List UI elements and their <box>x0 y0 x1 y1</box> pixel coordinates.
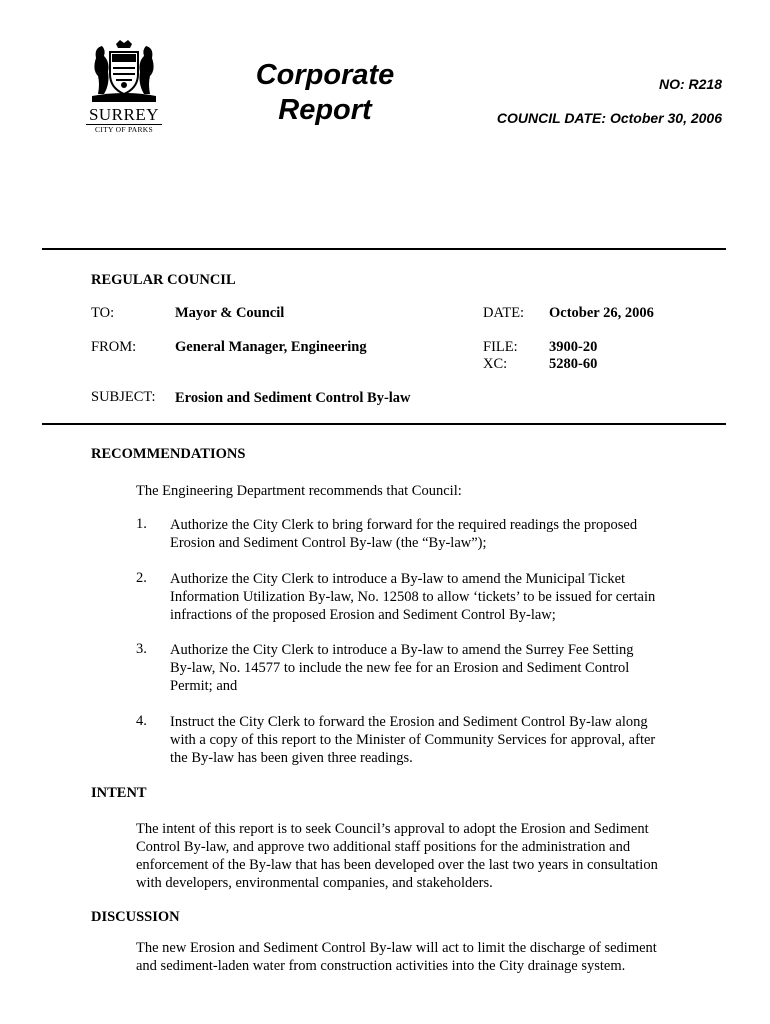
logo-tagline: CITY OF PARKS <box>86 124 162 135</box>
recommendation-4-number: 4. <box>136 713 147 729</box>
discussion-heading: DISCUSSION <box>91 909 180 925</box>
xc-value: 5280-60 <box>549 356 598 372</box>
recommendation-1-number: 1. <box>136 516 147 532</box>
recommendation-4-line: Instruct the City Clerk to forward the Erosion and Sediment Control By-law along <box>170 714 648 730</box>
recommendation-4-line: the By-law has been given three readings. <box>170 750 413 766</box>
to-value: Mayor & Council <box>175 305 285 321</box>
date-value: October 26, 2006 <box>549 305 654 321</box>
intent-line: The intent of this report is to seek Council’s approval to adopt the Erosion and Sediment <box>136 821 649 837</box>
recommendation-3-line: By-law, No. 14577 to include the new fee for an Erosion and Sediment Control <box>170 660 630 676</box>
intent-line: enforcement of the By-law that has been developed over the last two years in consultation <box>136 857 658 873</box>
recommendation-2-line: Information Utilization By-law, No. 12508 to allow ‘tickets’ to be issued for certain <box>170 589 656 605</box>
recommendations-heading: RECOMMENDATIONS <box>91 446 246 462</box>
subject-value: Erosion and Sediment Control By-law <box>175 390 411 406</box>
date-label: DATE: <box>483 305 525 321</box>
file-value: 3900-20 <box>549 339 598 355</box>
document-title-line-1: Corporate <box>255 59 395 91</box>
top-divider <box>42 248 726 250</box>
logo-wordmark: SURREY <box>88 105 160 124</box>
recommendation-1-text <box>170 516 690 552</box>
recommendation-1-line: Authorize the City Clerk to bring forward for the required readings the proposed <box>170 517 638 533</box>
memo-heading: REGULAR COUNCIL <box>91 272 236 288</box>
subject-label: SUBJECT: <box>91 389 156 405</box>
xc-label: XC: <box>483 356 508 372</box>
intent-paragraph <box>136 820 716 892</box>
memo-divider <box>42 423 726 425</box>
to-label: TO: <box>91 305 115 321</box>
recommendation-4-line: with a copy of this report to the Minister of Community Services for approval, after <box>170 732 656 748</box>
discussion-paragraph <box>136 939 716 975</box>
surrey-logo <box>86 38 162 135</box>
recommendation-1-line: Erosion and Sediment Control By-law (the “By-law”); <box>170 535 487 551</box>
intent-line: Control By-law, and approve two additional staff positions for the administration and <box>136 839 631 855</box>
recommendation-3-number: 3. <box>136 641 147 657</box>
recommendation-2-line: infractions of the proposed Erosion and Sediment Control By-law; <box>170 607 556 623</box>
recommendation-3-text <box>170 641 690 695</box>
recommendation-4-text <box>170 713 690 767</box>
recommendation-2-number: 2. <box>136 570 147 586</box>
report-number: NO: R218 <box>658 76 722 92</box>
discussion-line: The new Erosion and Sediment Control By-law will act to limit the discharge of sediment <box>136 940 657 956</box>
document-title <box>240 58 410 128</box>
council-date: COUNCIL DATE: October 30, 2006 <box>496 110 722 126</box>
recommendation-3-line: Permit; and <box>170 678 238 694</box>
from-label: FROM: <box>91 339 137 355</box>
recommendation-2-text <box>170 570 690 624</box>
recommendation-3-line: Authorize the City Clerk to introduce a By-law to amend the Surrey Fee Setting <box>170 642 634 658</box>
coat-of-arms-icon <box>90 38 158 104</box>
from-value: General Manager, Engineering <box>175 339 367 355</box>
recommendation-2-line: Authorize the City Clerk to introduce a By-law to amend the Municipal Ticket <box>170 571 626 587</box>
intent-line: with developers, environmental companies, and stakeholders. <box>136 875 493 891</box>
recommendations-intro: The Engineering Department recommends that Council: <box>136 483 462 499</box>
intent-heading: INTENT <box>91 785 147 801</box>
file-label: FILE: <box>483 339 518 355</box>
discussion-line: and sediment-laden water from construction activities into the City drainage system. <box>136 958 626 974</box>
document-title-line-2: Report <box>278 94 372 126</box>
